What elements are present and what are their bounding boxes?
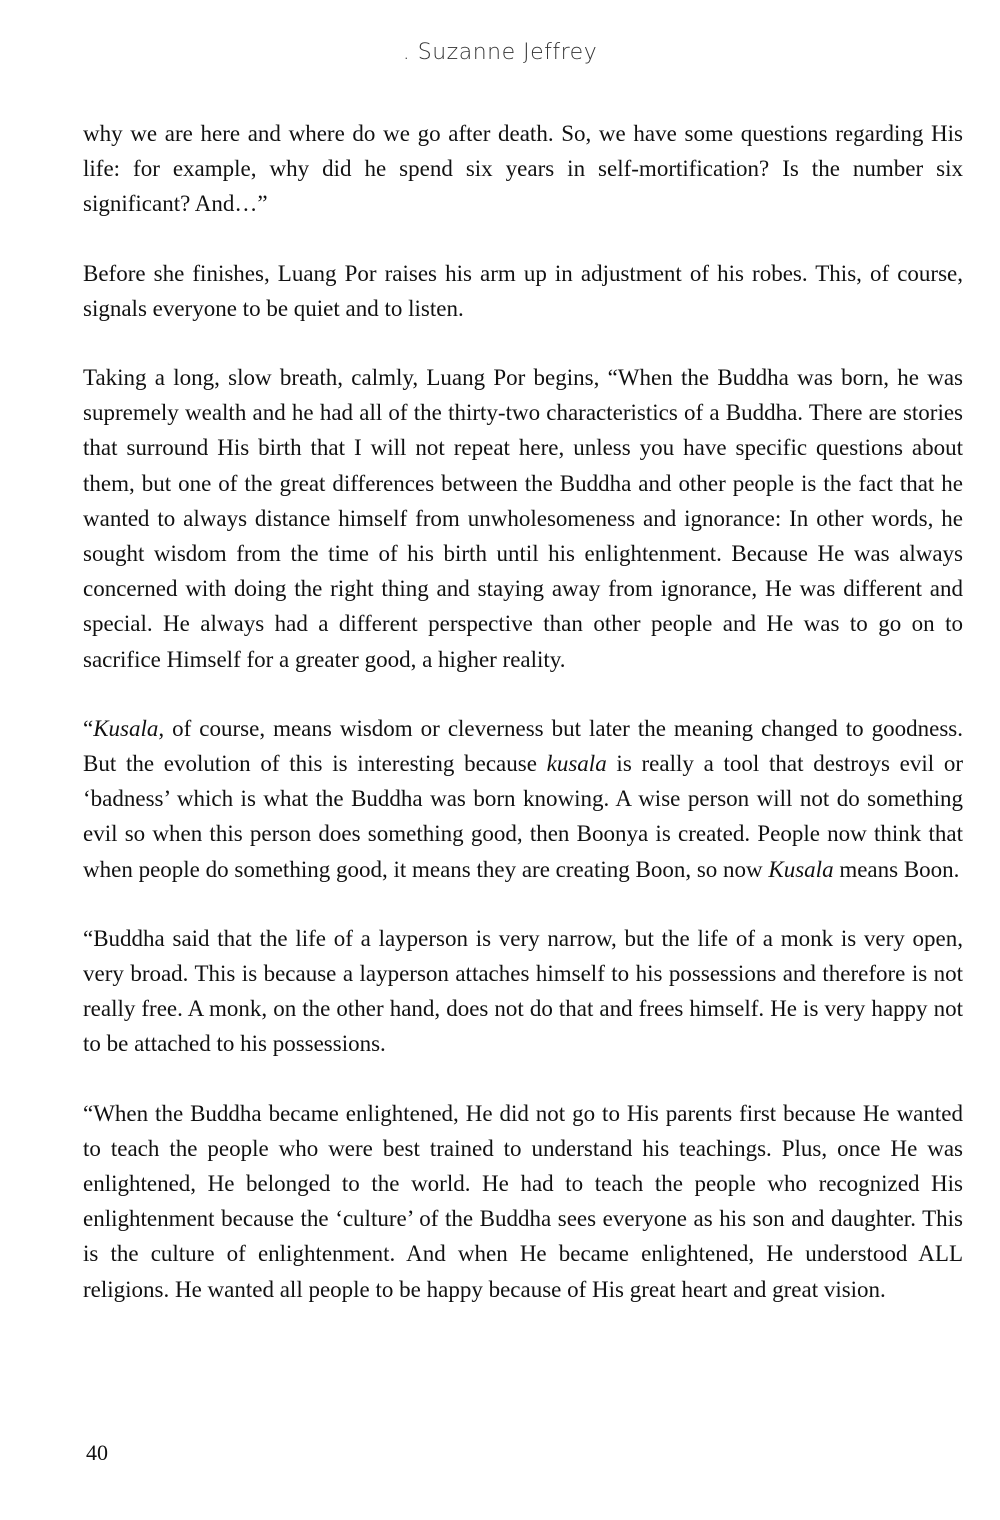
paragraph-2-text: Before she finishes, Luang Por raises his arm up in adjustment of his robes. This, of course, signals everyone to be quiet and to listen. [83,260,963,321]
paragraph-6-text: “When the Buddha became enlightened, He did not go to His parents first because He wanted to teach the people who were best trained to understand his teachings. Plus, once He was enlightened, He belonged to the world. He had to teach the people who recognized His enlightenment because the ‘culture’ of the Buddha sees everyone as his son and daughter. This is the culture of enlightenment. And when He became enlightened, He understood ALL religions. He wanted all people to be happy because of His great heart and great vision. [83,1100,963,1302]
paragraph-3 [83,360,963,677]
paragraph-5 [83,921,963,1062]
paragraph-4-text-b: is really a tool that destroys evil or ‘badness’ which is what the Buddha was born knowing. A wise person will not do something evil so when this person does something good, then Boonya is created. People now think that when people do something good, it means they are creating Boon, so now [83,751,964,882]
paragraph-4-text-c: means Boon. [833,856,960,882]
paragraph-4 [83,711,963,887]
paragraph-4-open-quote: “ [83,715,94,741]
page-number: 40 [86,1440,108,1465]
paragraph-5-text: “Buddha said that the life of a layperson is very narrow, but the life of a monk is very open, very broad. This is because a layperson attaches himself to his possessions and therefore is not really free. A monk, on the other hand, does not do that and frees himself. He is very happy not to be attached to his possessions. [83,925,963,1057]
paragraph-4-text-a: of course, means wisdom or cleverness but later the meaning changed to goodness. But the evolution of this is interesting because [83,715,963,777]
paragraph-3-text: Taking a long, slow breath, calmly, Luang Por begins, “When the Buddha was born, he was supremely wealth and he had all of the thirty-two characteristics of a Buddha. There are stories that surround His birth that I will not repeat here, unless you have specific questions about them, but one of the great differences between the Buddha and other people is the fact that he wanted to always distance himself from unwholesomeness and ignorance: In other words, he sought wisdom from the time of his birth until his enlightenment. Because He was always concerned with doing the right thing and staying away from ignorance, He was different and special. He always had a different perspective than other people and He was to go on to sacrifice Himself for a greater good, a higher reality. [83,365,963,672]
paragraph-1-text: why we are here and where do we go after death. So, we have some questions regarding His life: for example, why did he spend six years in self-mortification? Is the number six significant? And…” [83,121,963,217]
paragraph-6 [83,1096,963,1307]
paragraph-1 [83,116,963,222]
term-kusala-2: kusala [546,751,607,777]
paragraph-2 [83,256,963,326]
body-text [83,116,963,1341]
term-kusala-3: Kusala [768,856,834,882]
term-kusala-1: Kusala, [93,715,165,741]
running-head-author: . Suzanne Jeffrey [402,40,598,65]
